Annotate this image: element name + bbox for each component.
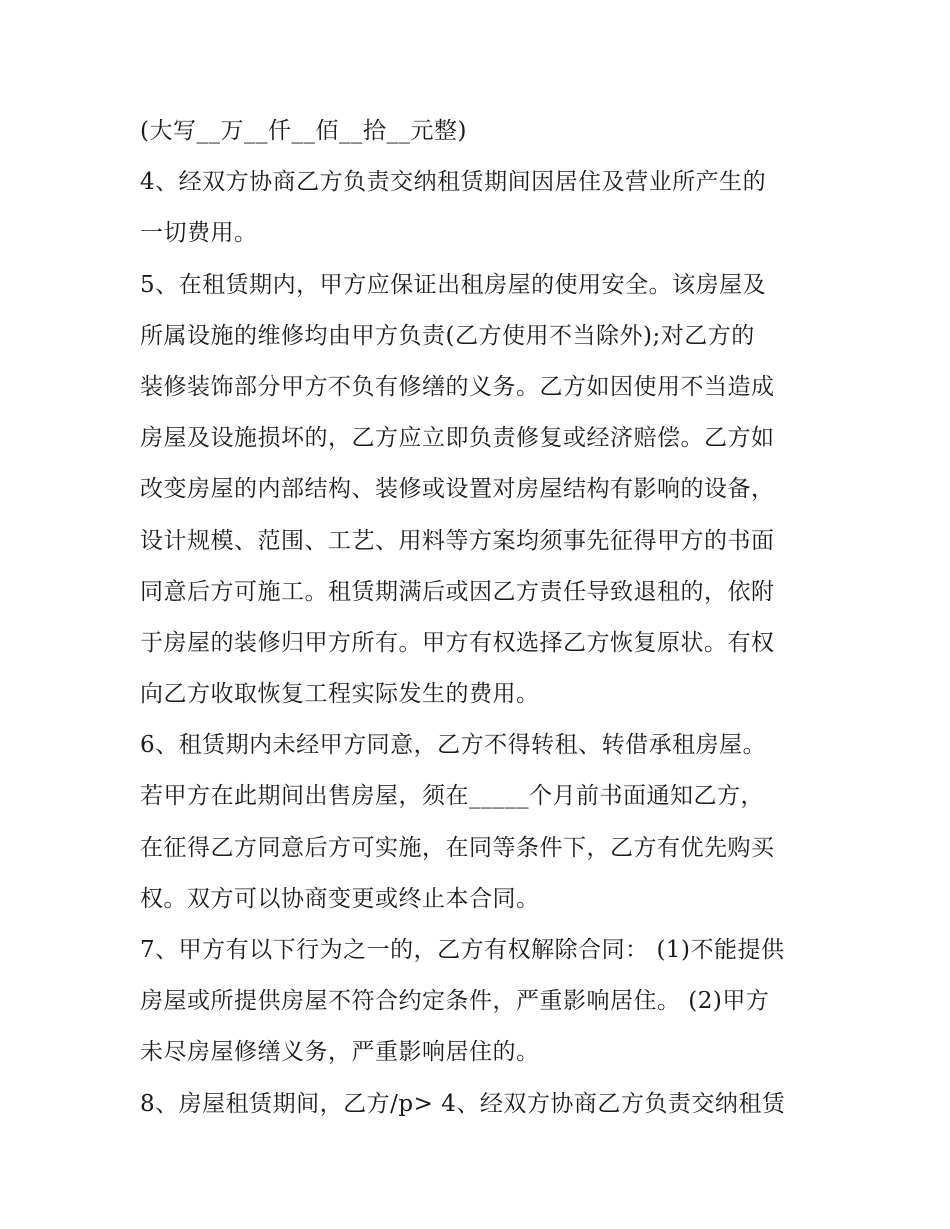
text-line: 设计规模、范围、工艺、用料等方案均须事先征得甲方的书面 bbox=[140, 527, 775, 554]
text-line: 7、甲方有以下行为之一的，乙方有权解除合同： (1)不能提供 bbox=[140, 937, 785, 963]
text-line: 权。双方可以协商变更或终止本合同。 bbox=[140, 885, 540, 912]
text-line: 于房屋的装修归甲方所有。甲方有权选择乙方恢复原状。有权 bbox=[140, 629, 775, 656]
text-line: 同意后方可施工。租赁期满后或因乙方责任导致退租的，依附 bbox=[140, 578, 775, 605]
text-line: 向乙方收取恢复工程实际发生的费用。 bbox=[140, 681, 540, 708]
text-line: 6、租赁期内未经甲方同意，乙方不得转租、转借承租房屋。 bbox=[140, 732, 767, 759]
text-line: 未尽房屋修缮义务，严重影响居住的。 bbox=[140, 1039, 540, 1066]
text-line: (大写__万__仟__佰__拾__元整) bbox=[140, 118, 467, 144]
text-line: 房屋或所提供房屋不符合约定条件，严重影响居住。 (2)甲方 bbox=[140, 988, 770, 1015]
text-line: 改变房屋的内部结构、装修或设置对房屋结构有影响的设备， bbox=[140, 476, 775, 503]
text-line: 4、经双方协商乙方负责交纳租赁期间因居住及营业所产生的 bbox=[140, 169, 767, 196]
text-line: 装修装饰部分甲方不负有修缮的义务。乙方如因使用不当造成 bbox=[140, 373, 775, 400]
text-line: 在征得乙方同意后方可实施，在同等条件下，乙方有优先购买 bbox=[140, 834, 775, 861]
contract-text bbox=[140, 111, 820, 1135]
text-line: 若甲方在此期间出售房屋，须在_____个月前书面通知乙方， bbox=[140, 783, 764, 810]
text-line: 8、房屋租赁期间，乙方/p> 4、经双方协商乙方负责交纳租赁 bbox=[140, 1090, 786, 1117]
text-line: 房屋及设施损坏的，乙方应立即负责修复或经济赔偿。乙方如 bbox=[140, 425, 775, 452]
text-line: 5、在租赁期内，甲方应保证出租房屋的使用安全。该房屋及 bbox=[140, 271, 767, 298]
text-line: 一切费用。 bbox=[140, 220, 258, 247]
text-line: 所属设施的维修均由甲方负责(乙方使用不当除外);对乙方的 bbox=[140, 322, 755, 349]
